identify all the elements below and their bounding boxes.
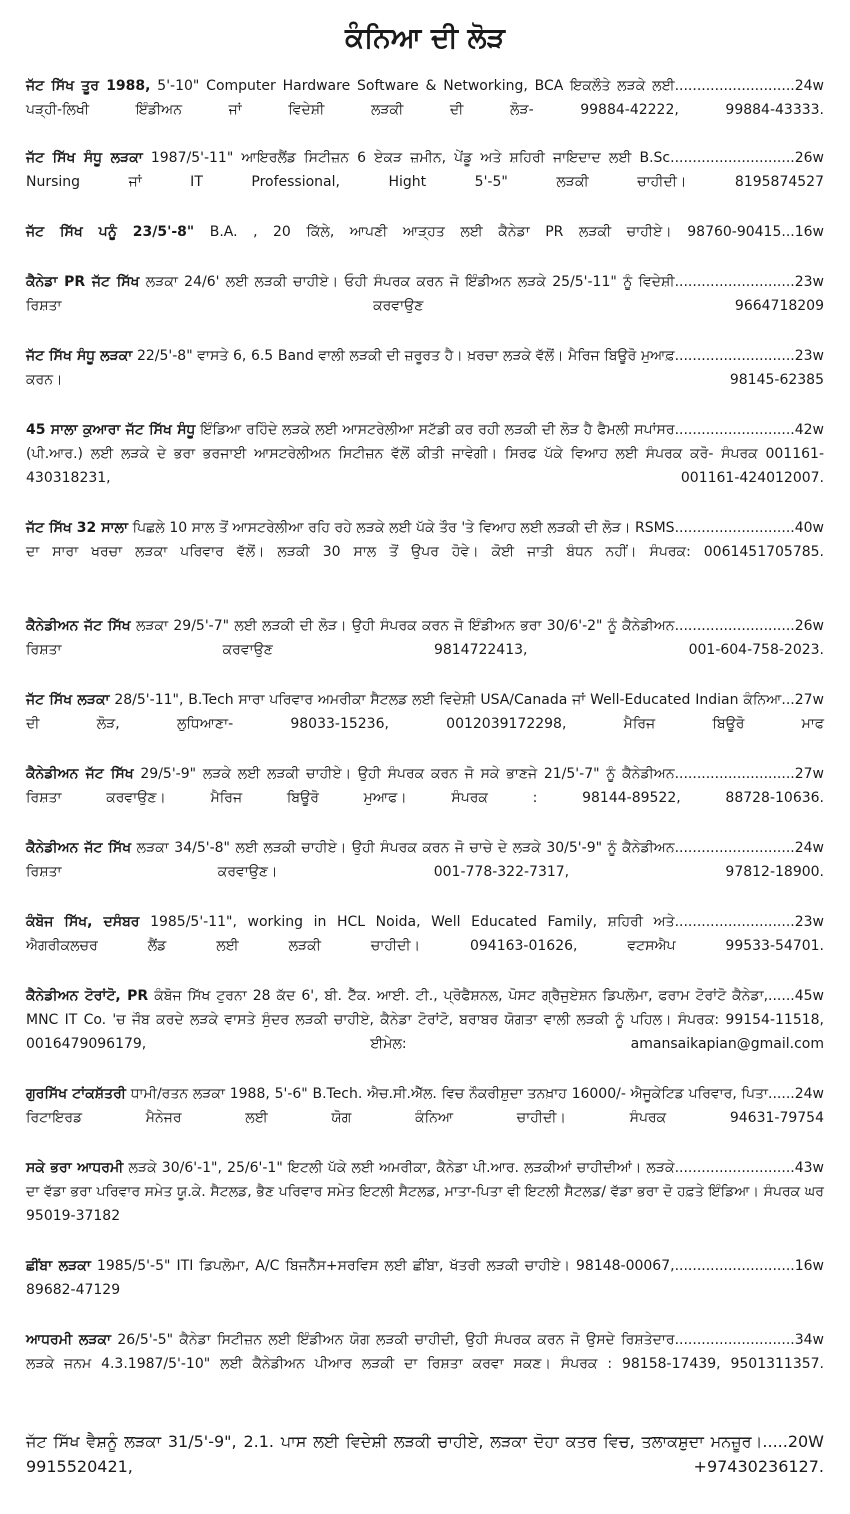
ad-code: ...........................23w — [674, 348, 824, 364]
ad-code: ...........................42w — [674, 422, 824, 438]
ad-code: ...........................43w — [674, 1160, 824, 1176]
ad-body: 22/5'-8" ਵਾਸਤੇ 6, 6.5 Band ਵਾਲੀ ਲੜਕੀ ਦੀ ਜ਼ਰੂਰਤ ਹੈ। ਖ਼ਰਚਾ ਲੜਕੇ ਵੱਲੋਂ। ਮੈਰਿਜ ਬਿਊਰੋ ਮੁਆਫ਼ ਕਰਨ। 98145-62385 — [26, 348, 824, 388]
ad-lead: 45 ਸਾਲਾ ਕੁਆਰਾ ਜੱਟ ਸਿੱਖ ਸੰਧੂ — [26, 422, 196, 438]
ad-body: ਪਿਛਲੇ 10 ਸਾਲ ਤੋਂ ਆਸਟਰੇਲੀਆ ਰਹਿ ਰਹੇ ਲੜਕੇ ਲਈ ਪੱਕੇ ਤੌਰ 'ਤੇ ਵਿਆਹ ਲਈ ਲੜਕੀ ਦੀ ਲੋੜ। RSMS ਦਾ ਸਾਰਾ ਖਰਚਾ ਲੜਕਾ ਪਰਿਵਾਰ ਵੱਲੋਂ। ਲੜਕੀ 30 ਸਾਲ ਤੋਂ ਉਪਰ ਹੋਵੇ। ਕੋਈ ਜਾਤੀ ਬੰਧਨ ਨਹੀਂ। ਸੰਪਰਕ: 0061451705785. — [26, 520, 824, 560]
ad-lead: ਕੈਨੇਡੀਅਨ ਟੋਰਾਂਟੋ, PR — [26, 988, 149, 1004]
ad-body: 5'-10" Computer Hardware Software & Networking, BCA ਇਕਲੌਤੇ ਲੜਕੇ ਲਈ ਪੜ੍ਹੀ-ਲਿਖੀ ਇੰਡੀਅਨ ਜਾਂ ਵਿਦੇਸ਼ੀ ਲੜਕੀ ਦੀ ਲੋੜ- 99884-42222, 99884-43333. — [26, 78, 824, 118]
ad-lead: ਕੈਨੇਡੀਅਨ ਜੱਟ ਸਿੱਖ — [26, 618, 131, 634]
ad-code: ...........................27w — [674, 766, 824, 782]
ad-lead: ਗੁਰਸਿੱਖ ਟਾਂਕਸ਼ੱਤਰੀ — [26, 1086, 126, 1102]
ad-lead: ਜੱਟ ਸਿੱਖ ਪਨੂੰ 23/5'-8" — [26, 224, 195, 240]
classified-ad — [26, 418, 824, 490]
classified-ad — [26, 220, 824, 244]
ad-code: ...........................26w — [674, 150, 824, 166]
classified-ad — [26, 1328, 824, 1376]
classified-ad — [26, 836, 824, 884]
ad-code: ...........................40w — [674, 520, 824, 536]
classified-ad — [26, 1156, 824, 1228]
classified-ad — [26, 270, 824, 318]
classified-ad — [26, 688, 824, 736]
classified-ad — [26, 344, 824, 392]
classified-ad — [26, 146, 824, 194]
ad-body: B.A. , 20 ਕਿੱਲੇ, ਆਪਣੀ ਆੜ੍ਹਤ ਲਈ ਕੈਨੇਡਾ PR ਲੜਕੀ ਚਾਹੀਏ। 98760-90415 — [194, 224, 782, 240]
ad-lead: ਜੱਟ ਸਿੱਖ ਲੜਕਾ — [26, 692, 110, 708]
ad-lead: ਕੈਨੇਡੀਅਨ ਜੱਟ ਸਿੱਖ — [26, 766, 134, 782]
ad-lead: ਜੱਟ ਸਿੱਖ 32 ਸਾਲਾ — [26, 520, 129, 536]
ad-code: ...........................24w — [674, 78, 824, 94]
ad-code: ......24w — [768, 1086, 824, 1102]
ad-body: 1985/5'-5" ITI ਡਿਪਲੋਮਾ, A/C ਬਿਜਨੈੱਸ+ਸਰਵਿਸ ਲਈ ਛੀਂਬਾ, ਖੱਤਰੀ ਲੜਕੀ ਚਾਹੀਏ। 98148-00067, 89682-47129 — [26, 1258, 675, 1298]
classified-ad — [26, 910, 824, 958]
ad-lead: ਆਧਰਮੀ ਲੜਕਾ — [26, 1332, 112, 1348]
ad-body: 1985/5'-11", working in HCL Noida, Well Educated Family, ਸ਼ਹਿਰੀ ਅਤੇ ਐਗਰੀਕਲਚਰ ਲੈਂਡ ਲਈ ਲੜਕੀ ਚਾਹੀਦੀ। 094163-01626, ਵਟਸਐਪ 99533-54701. — [26, 914, 824, 954]
ad-lead: ਛੀਂਬਾ ਲੜਕਾ — [26, 1258, 91, 1274]
classified-ad — [26, 1082, 824, 1130]
ad-code: ...........................34w — [674, 1332, 824, 1348]
classified-ad — [26, 1254, 824, 1302]
ad-code: ...........................23w — [674, 274, 824, 290]
classified-ad — [26, 762, 824, 810]
ad-code: ...27w — [781, 692, 824, 708]
ad-body: ਲੜਕਾ 29/5'-7" ਲਈ ਲੜਕੀ ਦੀ ਲੋੜ। ਉਹੀ ਸੰਪਰਕ ਕਰਨ ਜੋ ਇੰਡੀਅਨ ਭਰਾ 30/6'-2" ਨੂੰ ਕੈਨੇਡੀਅਨ ਰਿਸ਼ਤਾ ਕਰਵਾਉਣ 9814722413, 001-604-758-2023. — [26, 618, 824, 658]
ad-code: ...16w — [781, 224, 824, 240]
ad-code: ...........................26w — [674, 618, 824, 634]
ad-body: 1987/5'-11" ਆਇਰਲੈਂਡ ਸਿਟੀਜ਼ਨ 6 ਏਕੜ ਜ਼ਮੀਨ, ਪੇਂਡੂ ਅਤੇ ਸ਼ਹਿਰੀ ਜਾਇਦਾਦ ਲਈ B.Sc. Nursing ਜਾਂ IT Professional, Hight 5'-5" ਲੜਕੀ ਚਾਹੀਦੀ। 8195874527 — [26, 150, 824, 190]
ad-code: ...........................16w — [674, 1258, 824, 1274]
classified-ad — [26, 516, 824, 564]
ad-lead: ਕੰਬੋਜ ਸਿੱਖ, ਦਸੰਬਰ — [26, 914, 140, 930]
ad-lead: ਜੱਟ ਸਿੱਖ ਸੰਧੂ ਲੜਕਾ — [26, 348, 133, 364]
ad-lead: ਜੱਟ ਸਿੱਖ ਤੂਰ 1988, — [26, 78, 151, 94]
ad-body: ਲੜਕੇ 30/6'-1", 25/6'-1" ਇਟਲੀ ਪੱਕੇ ਲਈ ਅਮਰੀਕਾ, ਕੈਨੇਡਾ ਪੀ.ਆਰ. ਲੜਕੀਆਂ ਚਾਹੀਦੀਆਂ। ਲੜਕੇ ਦਾ ਵੱਡਾ ਭਰਾ ਪਰਿਵਾਰ ਸਮੇਤ ਯੂ.ਕੇ. ਸੈਟਲਡ, ਭੈਣ ਪਰਿਵਾਰ ਸਮੇਤ ਇਟਲੀ ਸੈਟਲਡ, ਮਾਤਾ-ਪਿਤਾ ਵੀ ਇਟਲੀ ਸੈਟਲਡ/ ਵੱਡਾ ਭਰਾ ਦੋ ਹਫ਼ਤੇ ਇੰਡਿਆ। ਸੰਪਰਕ ਘਰ 95019-37182 — [26, 1160, 824, 1224]
ad-body: ਕੰਬੋਜ ਸਿੱਖ ਟੁਰਨਾ 28 ਕੱਦ 6', ਬੀ. ਟੈੱਕ. ਆਈ. ਟੀ., ਪ੍ਰੋਫੈਸ਼ਨਲ, ਪੋਸਟ ਗ੍ਰੈਜੁਏਸ਼ਨ ਡਿਪਲੋਮਾ, ਫਰਾਮ ਟੋਰਾਂਟੋ ਕੈਨੇਡਾ, MNC IT Co. 'ਚ ਜੌਬ ਕਰਦੇ ਲੜਕੇ ਵਾਸਤੇ ਸੁੰਦਰ ਲੜਕੀ ਚਾਹੀਏ, ਕੈਨੇਡਾ ਟੋਰਾਂਟੋ, ਬਰਾਬਰ ਯੋਗਤਾ ਵਾਲੀ ਲੜਕੀ ਨੂੰ ਪਹਿਲ। ਸੰਪਰਕ: 99154-11518, 0016479096179, ਈਮੇਲ: amansaikapian@gmail.com — [26, 988, 824, 1052]
ad-body: ਲੜਕਾ 24/6' ਲਈ ਲੜਕੀ ਚਾਹੀਏ। ਓਹੀ ਸੰਪਰਕ ਕਰਨ ਜੋ ਇੰਡੀਅਨ ਲੜਕੇ 25/5'-11" ਨੂੰ ਵਿਦੇਸ਼ੀ ਰਿਸ਼ਤਾ ਕਰਵਾਉਣ 9664718209 — [26, 274, 824, 314]
classified-ad — [26, 1429, 824, 1479]
ad-body: 29/5'-9" ਲੜਕੇ ਲਈ ਲੜਕੀ ਚਾਹੀਏ। ਉਹੀ ਸੰਪਰਕ ਕਰਨ ਜੋ ਸਕੇ ਭਾਣਜੇ 21/5'-7" ਨੂੰ ਕੈਨੇਡੀਅਨ ਰਿਸ਼ਤਾ ਕਰਵਾਉਣ। ਮੈਰਿਜ ਬਿਊਰੋ ਮੁਆਫ। ਸੰਪਰਕ : 98144-89522, 88728-10636. — [26, 766, 824, 806]
ad-body: ਲੜਕਾ 34/5'-8" ਲਈ ਲੜਕੀ ਚਾਹੀਏ। ਉਹੀ ਸੰਪਰਕ ਕਰਨ ਜੋ ਚਾਚੇ ਦੇ ਲੜਕੇ 30/5'-9" ਨੂੰ ਕੈਨੇਡੀਅਨ ਰਿਸ਼ਤਾ ਕਰਵਾਉਣ। 001-778-322-7317, 97812-18900. — [26, 840, 824, 880]
ad-body: ਇੰਡਿਆ ਰਹਿੰਦੇ ਲੜਕੇ ਲਈ ਆਸਟਰੇਲੀਆ ਸਟੱਡੀ ਕਰ ਰਹੀ ਲੜਕੀ ਦੀ ਲੋੜ ਹੈ ਫੈਮਲੀ ਸਪਾਂਸਰ (ਪੀ.ਆਰ.) ਲਈ ਲੜਕੇ ਦੇ ਭਰਾ ਭਰਜਾਈ ਆਸਟਰੇਲੀਅਨ ਸਿਟੀਜ਼ਨ ਵੱਲੋਂ ਕੀਤੀ ਜਾਵੇਗੀ। ਸਿਰਫ ਪੱਕੇ ਵਿਆਹ ਲਈ ਸੰਪਰਕ ਕਰੋ- ਸੰਪਰਕ 001161-430318231, 001161-424012007. — [26, 422, 824, 486]
classified-ad — [26, 614, 824, 662]
classified-ad — [26, 984, 824, 1056]
classified-ad — [26, 74, 824, 122]
ad-lead: ਜੱਟ ਸਿੱਖ ਸੰਧੂ ਲੜਕਾ — [26, 150, 143, 166]
ad-body: ਧਾਮੀ/ਰਤਨ ਲੜਕਾ 1988, 5'-6" B.Tech. ਐਚ.ਸੀ.ਐੱਲ. ਵਿਚ ਨੌਕਰੀਸ਼ੁਦਾ ਤਨਖ਼ਾਹ 16000/- ਐਜੂਕੇਟਿਡ ਪਰਿਵਾਰ, ਪਿਤਾ ਰਿਟਾਇਰਡ ਮੈਨੇਜਰ ਲਈ ਯੋਗ ਕੰਨਿਆ ਚਾਹੀਦੀ। ਸੰਪਰਕ 94631-79754 — [26, 1086, 824, 1126]
ad-lead: ਸਕੇ ਭਰਾ ਆਧਰਮੀ — [26, 1160, 124, 1176]
page-title: ਕੰਨਿਆ ਦੀ ਲੋੜ — [345, 21, 505, 54]
ad-body: ਜੱਟ ਸਿੱਖ ਵੈਸ਼ਨੂੰ ਲੜਕਾ 31/5'-9", 2.1. ਪਾਸ ਲਈ ਵਿਦੇਸ਼ੀ ਲੜਕੀ ਚਾਹੀਏ, ਲੜਕਾ ਦੋਹਾ ਕਤਰ ਵਿਚ, ਤਲਾਕਸ਼ੁਦਾ ਮਨਜ਼ੂਰ। 9915520421, +97430236127. — [26, 1432, 824, 1476]
ad-lead: ਕੈਨੇਡਾ PR ਜੱਟ ਸਿੱਖ — [26, 274, 140, 290]
ad-code: ......45w — [768, 988, 824, 1004]
ad-body: 26/5'-5" ਕੈਨੇਡਾ ਸਿਟੀਜ਼ਨ ਲਈ ਇੰਡੀਅਨ ਯੋਗ ਲੜਕੀ ਚਾਹੀਦੀ, ਉਹੀ ਸੰਪਰਕ ਕਰਨ ਜੋ ਉਸਦੇ ਰਿਸ਼ਤੇਦਾਰ ਲੜਕੇ ਜਨਮ 4.3.1987/5'-10" ਲਈ ਕੈਨੇਡੀਅਨ ਪੀਆਰ ਲੜਕੀ ਦਾ ਰਿਸ਼ਤਾ ਕਰਵਾ ਸਕਣ। ਸੰਪਰਕ : 98158-17439, 9501311357. — [26, 1332, 824, 1372]
ad-code: .....20W — [762, 1432, 824, 1451]
ad-body: 28/5'-11", B.Tech ਸਾਰਾ ਪਰਿਵਾਰ ਅਮਰੀਕਾ ਸੈਟਲਡ ਲਈ ਵਿਦੇਸ਼ੀ USA/Canada ਜਾਂ Well-Educated Indian ਕੰਨਿਆ ਦੀ ਲੋੜ, ਲੁਧਿਆਣਾ- 98033-15236, 0012039172298, ਮੈਰਿਜ ਬਿਊਰੋ ਮਾਫ — [26, 692, 824, 732]
ad-lead: ਕੈਨੇਡੀਅਨ ਜੱਟ ਸਿੱਖ — [26, 840, 132, 856]
ad-code: ...........................24w — [674, 840, 824, 856]
ad-code: ...........................23w — [674, 914, 824, 930]
